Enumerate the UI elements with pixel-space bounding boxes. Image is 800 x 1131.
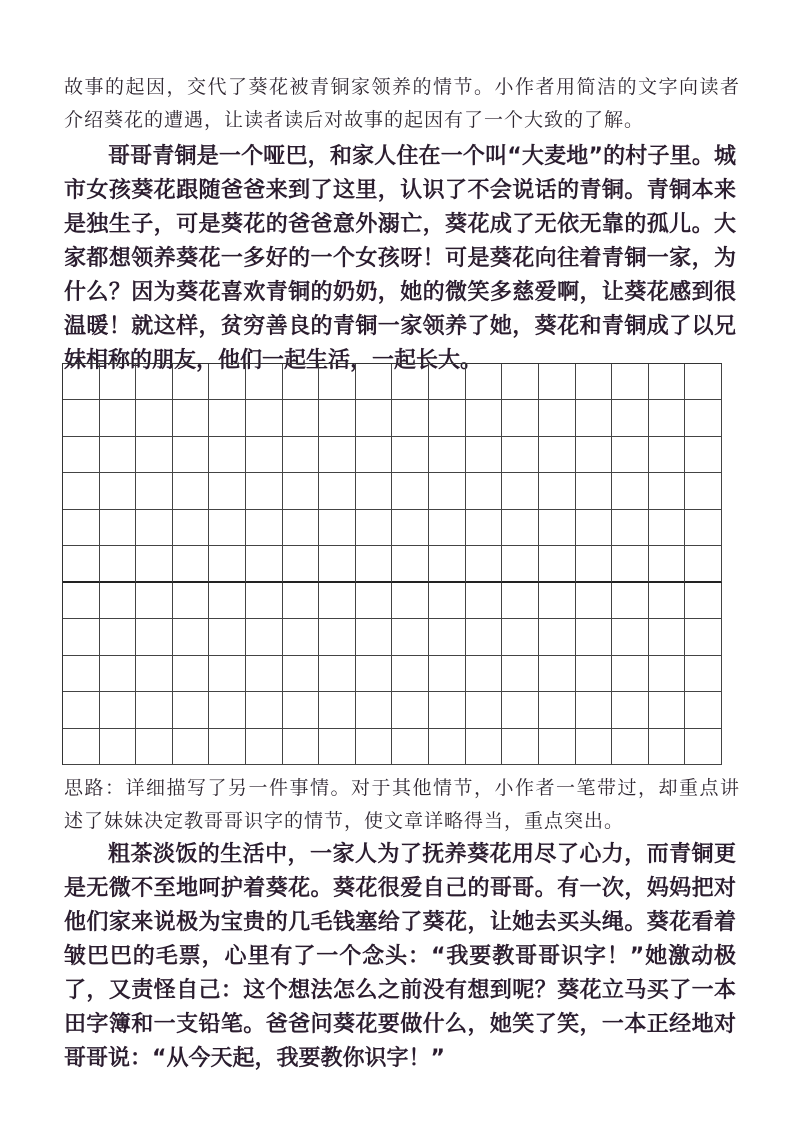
- grid-cell: [136, 510, 173, 546]
- grid-cell: [429, 364, 466, 400]
- grid-cell: [136, 364, 173, 400]
- grid-cell: [612, 692, 649, 728]
- grid-cell: [392, 400, 429, 436]
- grid-cell: [539, 729, 576, 765]
- grid-cell: [209, 437, 246, 473]
- grid-cell: [246, 656, 283, 692]
- grid-cell: [649, 364, 686, 400]
- grid-cell: [246, 583, 283, 619]
- grid-cell: [209, 692, 246, 728]
- grid-cell: [466, 583, 503, 619]
- grid-cell: [63, 583, 100, 619]
- grid-cell: [173, 656, 210, 692]
- grid-cell: [356, 583, 393, 619]
- top-comment: 故事的起因，交代了葵花被青铜家领养的情节。小作者用简洁的文字向读者介绍葵花的遭遇，让读者读后对故事的起因有了一个大致的了解。: [64, 76, 740, 131]
- grid-cell: [685, 729, 722, 765]
- grid-cell: [209, 656, 246, 692]
- grid-cell: [685, 364, 722, 400]
- grid-cell: [466, 400, 503, 436]
- grid-cell: [136, 437, 173, 473]
- grid-cell: [429, 510, 466, 546]
- grid-cell: [100, 473, 137, 509]
- grid-cell: [319, 619, 356, 655]
- grid-cell: [392, 546, 429, 582]
- grid-cell: [392, 729, 429, 765]
- grid-cell: [539, 619, 576, 655]
- grid-cell: [63, 729, 100, 765]
- grid-cell: [576, 437, 613, 473]
- grid-cell: [100, 510, 137, 546]
- grid-cell: [173, 619, 210, 655]
- grid-cell: [173, 729, 210, 765]
- grid-cell: [392, 656, 429, 692]
- grid-cell: [319, 437, 356, 473]
- grid-cell: [283, 692, 320, 728]
- grid-cell: [502, 510, 539, 546]
- grid-cell: [685, 692, 722, 728]
- grid-cell: [63, 692, 100, 728]
- grid-cell: [466, 510, 503, 546]
- grid-cell: [209, 510, 246, 546]
- grid-cell: [649, 546, 686, 582]
- grid-cell: [539, 437, 576, 473]
- grid-cell: [429, 619, 466, 655]
- grid-cell: [283, 729, 320, 765]
- grid-cell: [173, 400, 210, 436]
- grid-cell: [356, 692, 393, 728]
- grid-cell: [466, 473, 503, 509]
- grid-cell: [63, 437, 100, 473]
- grid-cell: [173, 437, 210, 473]
- grid-cell: [283, 437, 320, 473]
- grid-cell: [136, 692, 173, 728]
- grid-cell: [63, 619, 100, 655]
- grid-cell: [136, 583, 173, 619]
- grid-cell: [576, 656, 613, 692]
- grid-cell: [539, 400, 576, 436]
- grid-cell: [246, 400, 283, 436]
- grid-cell: [246, 692, 283, 728]
- grid-cell: [539, 364, 576, 400]
- grid-cell: [612, 619, 649, 655]
- grid-cell: [576, 546, 613, 582]
- grid-cell: [539, 510, 576, 546]
- grid-cell: [173, 583, 210, 619]
- grid-cell: [319, 729, 356, 765]
- grid-cell: [246, 437, 283, 473]
- grid-cell: [392, 437, 429, 473]
- grid-cell: [685, 400, 722, 436]
- grid-cell: [136, 656, 173, 692]
- grid-cell: [539, 473, 576, 509]
- grid-cell: [539, 583, 576, 619]
- grid-cell: [319, 473, 356, 509]
- grid-cell: [502, 437, 539, 473]
- grid-cell: [356, 473, 393, 509]
- grid-cell: [246, 364, 283, 400]
- grid-cell: [649, 583, 686, 619]
- writing-grid: [62, 363, 722, 765]
- grid-cell: [246, 619, 283, 655]
- grid-cell: [612, 400, 649, 436]
- grid-cell: [649, 656, 686, 692]
- grid-cell: [576, 729, 613, 765]
- grid-cell: [283, 546, 320, 582]
- grid-cell: [136, 400, 173, 436]
- grid-cell: [63, 510, 100, 546]
- grid-cell: [319, 692, 356, 728]
- grid-cell: [319, 546, 356, 582]
- grid-cell: [319, 656, 356, 692]
- grid-cell: [356, 437, 393, 473]
- grid-cell: [319, 400, 356, 436]
- grid-cell: [356, 656, 393, 692]
- grid-cell: [173, 510, 210, 546]
- grid-cell: [429, 546, 466, 582]
- grid-cell: [429, 692, 466, 728]
- grid-cell: [685, 510, 722, 546]
- grid-cell: [502, 692, 539, 728]
- grid-cell: [649, 510, 686, 546]
- grid-cell: [100, 583, 137, 619]
- grid-cell: [283, 583, 320, 619]
- grid-cell: [612, 546, 649, 582]
- grid-cell: [209, 583, 246, 619]
- grid-cell: [173, 546, 210, 582]
- grid-cell: [576, 400, 613, 436]
- grid-cell: [685, 583, 722, 619]
- grid-cell: [63, 656, 100, 692]
- grid-cell: [539, 546, 576, 582]
- grid-cell: [649, 400, 686, 436]
- grid-cell: [100, 619, 137, 655]
- grid-cell: [576, 692, 613, 728]
- grid-cell: [539, 692, 576, 728]
- grid-cell: [612, 583, 649, 619]
- grid-cell: [136, 473, 173, 509]
- grid-cell: [246, 546, 283, 582]
- grid-cell: [100, 364, 137, 400]
- grid-cell: [612, 437, 649, 473]
- grid-cell: [466, 656, 503, 692]
- grid-cell: [136, 546, 173, 582]
- grid-cell: [502, 473, 539, 509]
- grid-cell: [685, 473, 722, 509]
- thinking-comment: 思路：详细描写了另一件事情。对于其他情节，小作者一笔带过，却重点讲述了妹妹决定教哥哥识字的情节，使文章详略得当，重点突出。: [64, 777, 740, 832]
- grid-cell: [429, 583, 466, 619]
- grid-cell: [356, 546, 393, 582]
- grid-cell: [136, 619, 173, 655]
- grid-cell: [649, 437, 686, 473]
- grid-cell: [466, 729, 503, 765]
- grid-cell: [246, 473, 283, 509]
- grid-cell: [466, 437, 503, 473]
- grid-cell: [612, 473, 649, 509]
- grid-cell: [246, 510, 283, 546]
- grid-cell: [209, 400, 246, 436]
- grid-cell: [283, 656, 320, 692]
- grid-cell: [63, 400, 100, 436]
- grid-cell: [100, 656, 137, 692]
- grid-cell: [283, 510, 320, 546]
- grid-cell: [612, 729, 649, 765]
- grid-cell: [283, 400, 320, 436]
- grid-cell: [63, 473, 100, 509]
- grid-cell: [100, 546, 137, 582]
- grid-cell: [209, 473, 246, 509]
- grid-cell: [576, 510, 613, 546]
- grid-cell: [209, 364, 246, 400]
- grid-cell: [283, 619, 320, 655]
- grid-cell: [576, 583, 613, 619]
- grid-cell: [283, 364, 320, 400]
- grid-cell: [392, 619, 429, 655]
- grid-cell: [502, 583, 539, 619]
- grid-cell: [356, 364, 393, 400]
- grid-cell: [612, 510, 649, 546]
- grid-cell: [63, 364, 100, 400]
- grid-cell: [100, 400, 137, 436]
- grid-cell: [685, 656, 722, 692]
- grid-cell: [576, 364, 613, 400]
- grid-cell: [502, 400, 539, 436]
- grid-cell: [502, 656, 539, 692]
- grid-cell: [356, 729, 393, 765]
- grid-cell: [576, 473, 613, 509]
- grid-cell: [209, 546, 246, 582]
- grid-cell: [209, 729, 246, 765]
- passage-paragraph-1: 哥哥青铜是一个哑巴，和家人住在一个叫“大麦地”的村子里。城市女孩葵花跟随爸爸来到了这里，认识了不会说话的青铜。青铜本来是独生子，可是葵花的爸爸意外溺亡，葵花成了无依无靠的孤儿。大家都想领养葵花一多好的一个女孩呀！可是葵花向往着青铜一家，为什么？因为葵花喜欢青铜的奶奶，她的微笑多慈爱啊，让葵花感到很温暖！就这样，贫穷善良的青铜一家领养了她，葵花和青铜成了以兄妹相称的朋友，他们一起生活，一起长大。: [64, 144, 736, 373]
- grid-cell: [466, 364, 503, 400]
- grid-cell: [136, 729, 173, 765]
- grid-cell: [63, 546, 100, 582]
- grid-cell: [100, 729, 137, 765]
- grid-cell: [466, 546, 503, 582]
- grid-cell: [392, 364, 429, 400]
- grid-cell: [392, 510, 429, 546]
- grid-cell: [429, 400, 466, 436]
- grid-cell: [283, 473, 320, 509]
- grid-cell: [246, 729, 283, 765]
- grid-cell: [649, 619, 686, 655]
- grid-cell: [685, 437, 722, 473]
- grid-cell: [685, 619, 722, 655]
- grid-cell: [612, 364, 649, 400]
- grid-cell: [392, 692, 429, 728]
- grid-cell: [429, 656, 466, 692]
- grid-cell: [612, 656, 649, 692]
- grid-cell: [392, 583, 429, 619]
- grid-cell: [429, 729, 466, 765]
- grid-cell: [502, 546, 539, 582]
- grid-cell: [502, 619, 539, 655]
- grid-cell: [502, 729, 539, 765]
- grid-cell: [576, 619, 613, 655]
- grid-cell: [649, 473, 686, 509]
- grid-cell: [356, 400, 393, 436]
- grid-cell: [100, 692, 137, 728]
- grid-cell: [466, 692, 503, 728]
- grid-cell: [319, 364, 356, 400]
- grid-cell: [209, 619, 246, 655]
- grid-cell: [392, 473, 429, 509]
- grid-cell: [356, 510, 393, 546]
- grid-cell: [466, 619, 503, 655]
- passage-paragraph-2: 粗茶淡饭的生活中，一家人为了抚养葵花用尽了心力，而青铜更是无微不至地呵护着葵花。葵花很爱自己的哥哥。有一次，妈妈把对他们家来说极为宝贵的几毛钱塞给了葵花，让她去买头绳。葵花看着皱巴巴的毛票，心里有了一个念头：“我要教哥哥识字！”她激动极了，又责怪自己：这个想法怎么之前没有想到呢？葵花立马买了一本田字簿和一支铅笔。爸爸问葵花要做什么，她笑了笑，一本正经地对哥哥说：“从今天起，我要教你识字！”: [64, 842, 736, 1071]
- grid-cell: [356, 619, 393, 655]
- grid-cell: [502, 364, 539, 400]
- grid-cell: [173, 692, 210, 728]
- grid-cell: [173, 364, 210, 400]
- grid-cell: [649, 692, 686, 728]
- grid-cell: [100, 437, 137, 473]
- grid-cell: [429, 437, 466, 473]
- grid-cell: [649, 729, 686, 765]
- grid-cell: [173, 473, 210, 509]
- grid-cell: [429, 473, 466, 509]
- grid-cell: [539, 656, 576, 692]
- grid-cell: [685, 546, 722, 582]
- grid-cell: [319, 583, 356, 619]
- grid-cell: [319, 510, 356, 546]
